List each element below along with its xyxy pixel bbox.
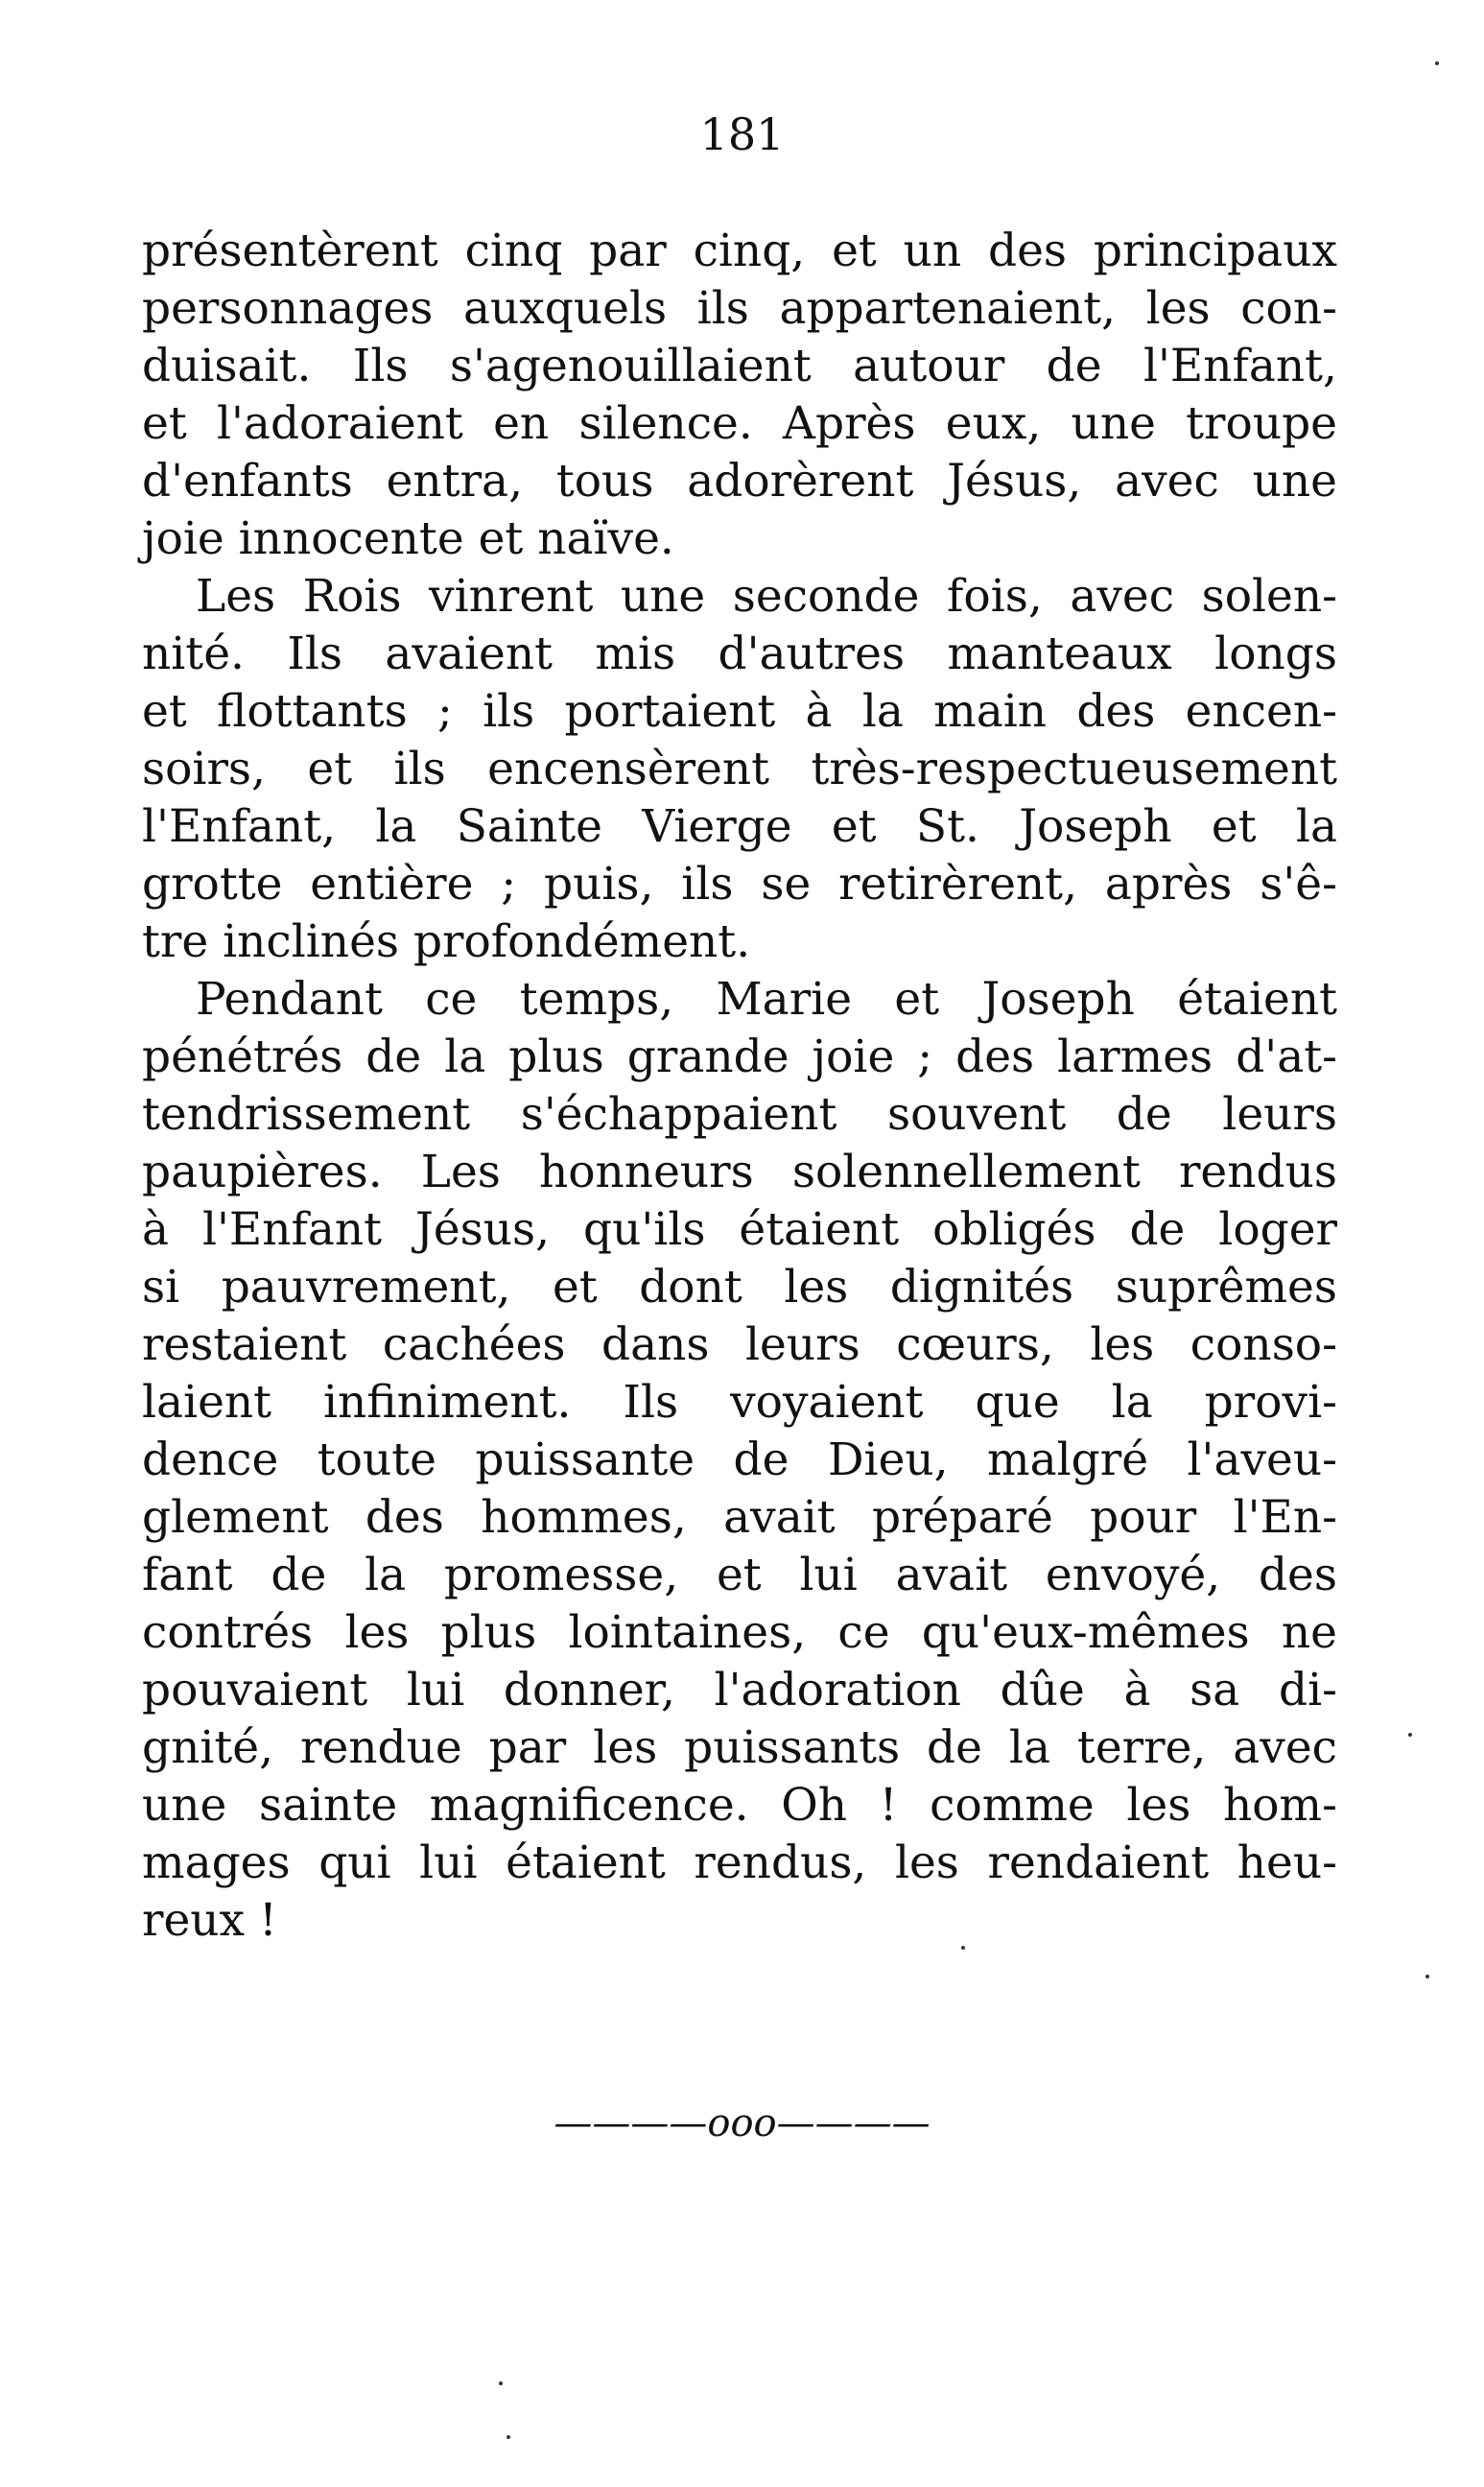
scan-speck xyxy=(1408,1733,1412,1737)
text-line: et flottants ; ils portaient à la main des encen- xyxy=(142,685,1337,738)
text-line: reux ! xyxy=(142,1894,277,1947)
text-line: paupières. Les honneurs solennellement rendus xyxy=(142,1146,1337,1198)
section-separator: ————ooo———— xyxy=(554,2101,930,2145)
text-line: pénétrés de la plus grande joie ; des larmes d'at- xyxy=(142,1030,1337,1083)
text-line: glement des hommes, avait préparé pour l'En- xyxy=(142,1491,1337,1544)
text-line: l'Enfant, la Sainte Vierge et St. Joseph et la xyxy=(142,800,1337,853)
text-line: tendrissement s'échappaient souvent de leurs xyxy=(142,1088,1337,1141)
text-line: soirs, et ils encensèrent très-respectueusement xyxy=(142,743,1337,795)
text-line: dence toute puissante de Dieu, malgré l'aveu- xyxy=(142,1433,1337,1486)
page-number: 181 xyxy=(699,108,785,160)
text-line: Les Rois vinrent une seconde fois, avec solen- xyxy=(196,570,1337,623)
body-text xyxy=(142,223,1337,1950)
text-line: grotte entière ; puis, ils se retirèrent, après s'ê- xyxy=(142,858,1337,911)
text-line: nité. Ils avaient mis d'autres manteaux longs xyxy=(142,628,1337,680)
text-line: tre inclinés profondément. xyxy=(142,915,751,968)
text-line: d'enfants entra, tous adorèrent Jésus, avec une xyxy=(142,455,1337,508)
scan-speck xyxy=(961,1946,965,1950)
text-line: personnages auxquels ils appartenaient, les con- xyxy=(142,282,1337,335)
text-line: fant de la promesse, et lui avait envoyé, des xyxy=(142,1549,1337,1601)
scan-speck xyxy=(506,2435,510,2439)
scan-speck xyxy=(1435,61,1439,65)
text-line: présentèrent cinq par cinq, et un des principaux xyxy=(142,225,1337,277)
text-line: laient infiniment. Ils voyaient que la provi- xyxy=(142,1376,1337,1429)
text-line: gnité, rendue par les puissants de la terre, avec xyxy=(142,1721,1337,1774)
text-line: contrés les plus lointaines, ce qu'eux-mêmes ne xyxy=(142,1606,1337,1659)
text-line: à l'Enfant Jésus, qu'ils étaient obligés de loger xyxy=(142,1203,1337,1256)
text-line: pouvaient lui donner, l'adoration dûe à sa di- xyxy=(142,1664,1337,1717)
text-line: Pendant ce temps, Marie et Joseph étaient xyxy=(196,973,1337,1026)
text-line: duisait. Ils s'agenouillaient autour de l'Enfant, xyxy=(142,340,1337,392)
text-line: et l'adoraient en silence. Après eux, une troupe xyxy=(142,397,1337,450)
scan-speck xyxy=(499,2381,503,2385)
text-line: mages qui lui étaient rendus, les rendaient heu- xyxy=(142,1836,1337,1889)
text-line: joie innocente et naïve. xyxy=(142,512,674,565)
text-line: si pauvrement, et dont les dignités suprêmes xyxy=(142,1261,1337,1314)
scan-speck xyxy=(1425,1975,1429,1978)
text-line: restaient cachées dans leurs cœurs, les conso- xyxy=(142,1318,1337,1371)
text-line: une sainte magnificence. Oh ! comme les hom- xyxy=(142,1779,1337,1832)
